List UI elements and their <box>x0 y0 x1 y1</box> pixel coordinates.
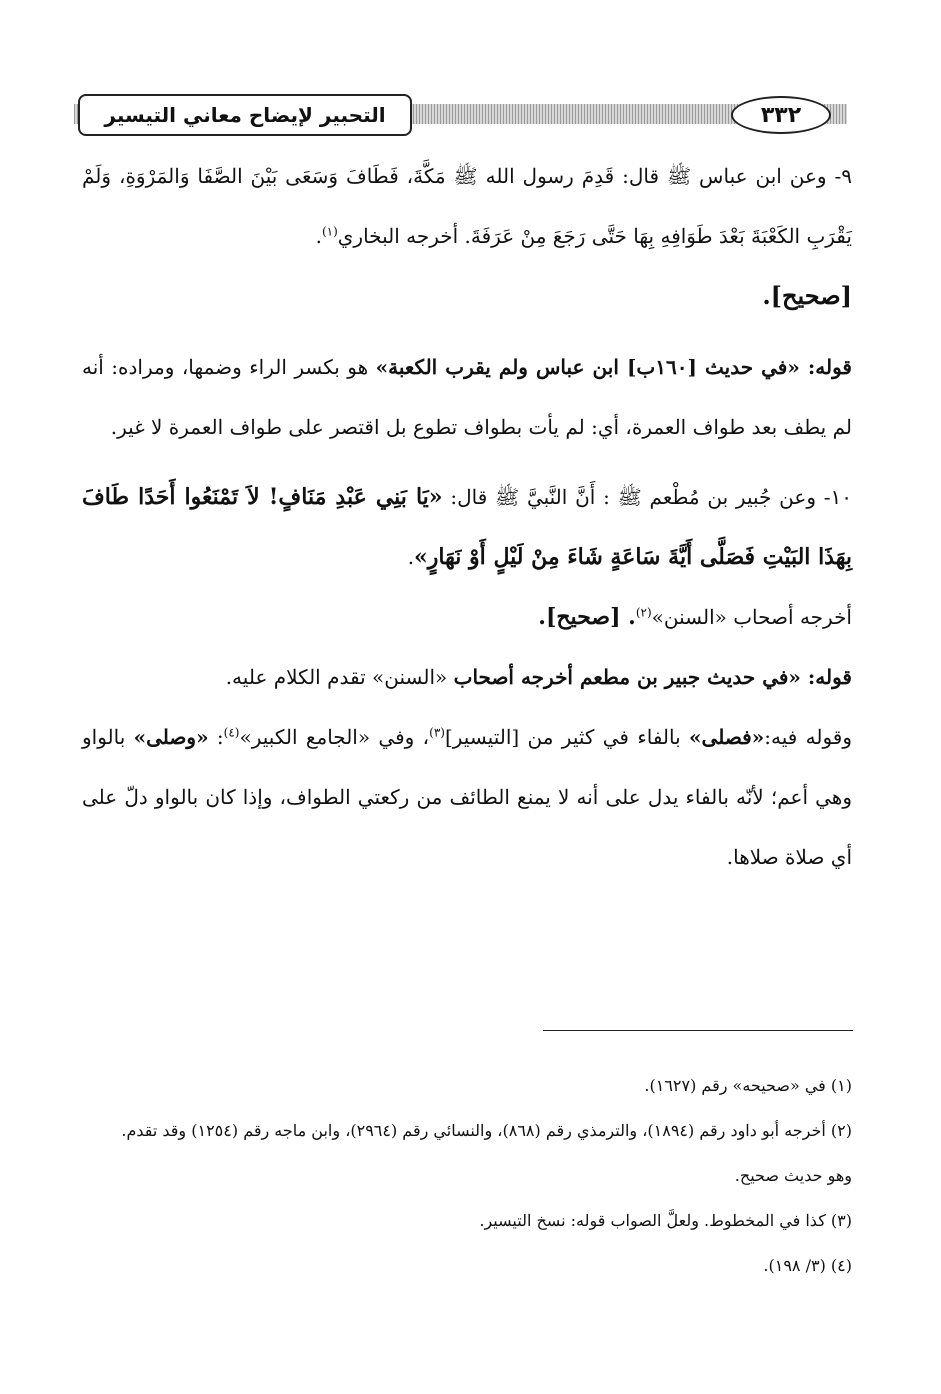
paragraph-hadith-9 <box>82 146 852 327</box>
main-text <box>82 146 852 887</box>
commentary-9-text: هو بكسر الراء وضمها، ومراده: أنه لم يطف بعد طواف العمرة، أي: لم يأت بطواف تطوع بل اقتصر على طواف العمرة لا غير. <box>82 355 852 439</box>
commentary-10-text: «السنن» تقدم الكلام عليه. <box>225 665 454 689</box>
paragraph-takhrij-10 <box>82 587 852 647</box>
footnote-2-note: وهو حديث صحيح. <box>734 1166 852 1185</box>
paragraph-commentary-10 <box>82 647 852 707</box>
commentary-10b-b: «فصلى» <box>689 725 765 749</box>
hadith-10-end: . <box>407 545 415 569</box>
footnote-ref-4: (٤) <box>223 725 240 740</box>
commentary-10b-f: «وصلى» <box>133 725 209 749</box>
footnote-1: (١) في «صحيحه» رقم (١٦٢٧). <box>644 1076 852 1095</box>
hadith-9-end: . <box>315 224 322 248</box>
paragraph-hadith-10 <box>82 467 852 587</box>
hadith-9-text: ٩- وعن ابن عباس ﷺ قال: قَدِمَ رسول الله ﷺ مَكَّةَ، فَطَافَ وَسَعَى بَيْنَ الصَّفَا وَالمَرْوَةِ، وَلَمْ يَقْرَبِ الكَعْبَةَ بَعْدَ طَوَافِهِ بِهَا حَتَّى رَجَعَ مِنْ عَرَفَةَ. أخرجه البخاري <box>82 164 852 248</box>
hadith-10-intro: ١٠- وعن جُبير بن مُطْعم ﷺ : أَنَّ النَّبيَّ ﷺ قال: <box>442 485 852 509</box>
footnote-3: (٣) كذا في المخطوط. ولعلَّ الصواب قوله: نسخ التيسير. <box>479 1211 852 1230</box>
hadith-9-grade: [صحيح]. <box>762 281 852 310</box>
takhrij-10-text: أخرجه أصحاب «السنن» <box>651 605 852 629</box>
hadith-10-quote: «يَا بَنِي عَبْدِ مَنَافٍ! لاَ تَمْنَعُوا أَحَدًا طَافَ بِهَذَا البَيْتِ فَصَلَّى أَيَّةَ سَاعَةٍ شَاءَ مِنْ لَيْلٍ أَوْ نَهَارٍ» <box>82 484 852 570</box>
footnote-2: (٢) أخرجه أبو داود رقم (١٨٩٤)، والترمذي رقم (٨٦٨)، والنسائي رقم (٢٩٦٤)، وابن ماجه رقم (١٢٥٤) وقد تقدم. <box>121 1121 852 1140</box>
page-number: ٣٣٢ <box>731 96 831 134</box>
commentary-10b-a: وقوله فيه: <box>764 725 852 749</box>
footnote-ref-1: (١) <box>321 224 338 239</box>
commentary-10b-g: بالواو وهي أعم؛ لأنّه بالفاء يدل على أنه لا يمنع الطائف من ركعتي الطواف، وإذا كان بالواو دلّ على أي صلاة صلاها. <box>82 725 852 869</box>
commentary-10b-c: بالفاء في كثير من [التيسير] <box>444 725 690 749</box>
book-title: التحبير لإيضاح معاني التيسير <box>78 94 412 136</box>
commentary-10b-d: ، وفي «الجامع الكبير» <box>239 725 430 749</box>
commentary-10b-e: : <box>208 725 224 749</box>
paragraph-commentary-10b <box>82 707 852 887</box>
paragraph-commentary-9 <box>82 337 852 457</box>
hadith-10-grade: . [صحيح]. <box>538 604 636 630</box>
footnote-ref-2: (٢) <box>635 605 652 620</box>
footnotes <box>82 1063 852 1288</box>
footnote-ref-3: (٣) <box>429 725 445 740</box>
running-header <box>68 94 853 134</box>
commentary-9-lead: قوله: «في حديث [١٦٠ب] ابن عباس ولم يقرب الكعبة» <box>375 355 852 379</box>
footnote-4: (٤) (٣/ ١٩٨). <box>763 1256 852 1275</box>
commentary-10-lead: قوله: «في حديث جبير بن مطعم أخرجه أصحاب <box>453 665 852 689</box>
footnote-separator <box>543 1030 853 1031</box>
